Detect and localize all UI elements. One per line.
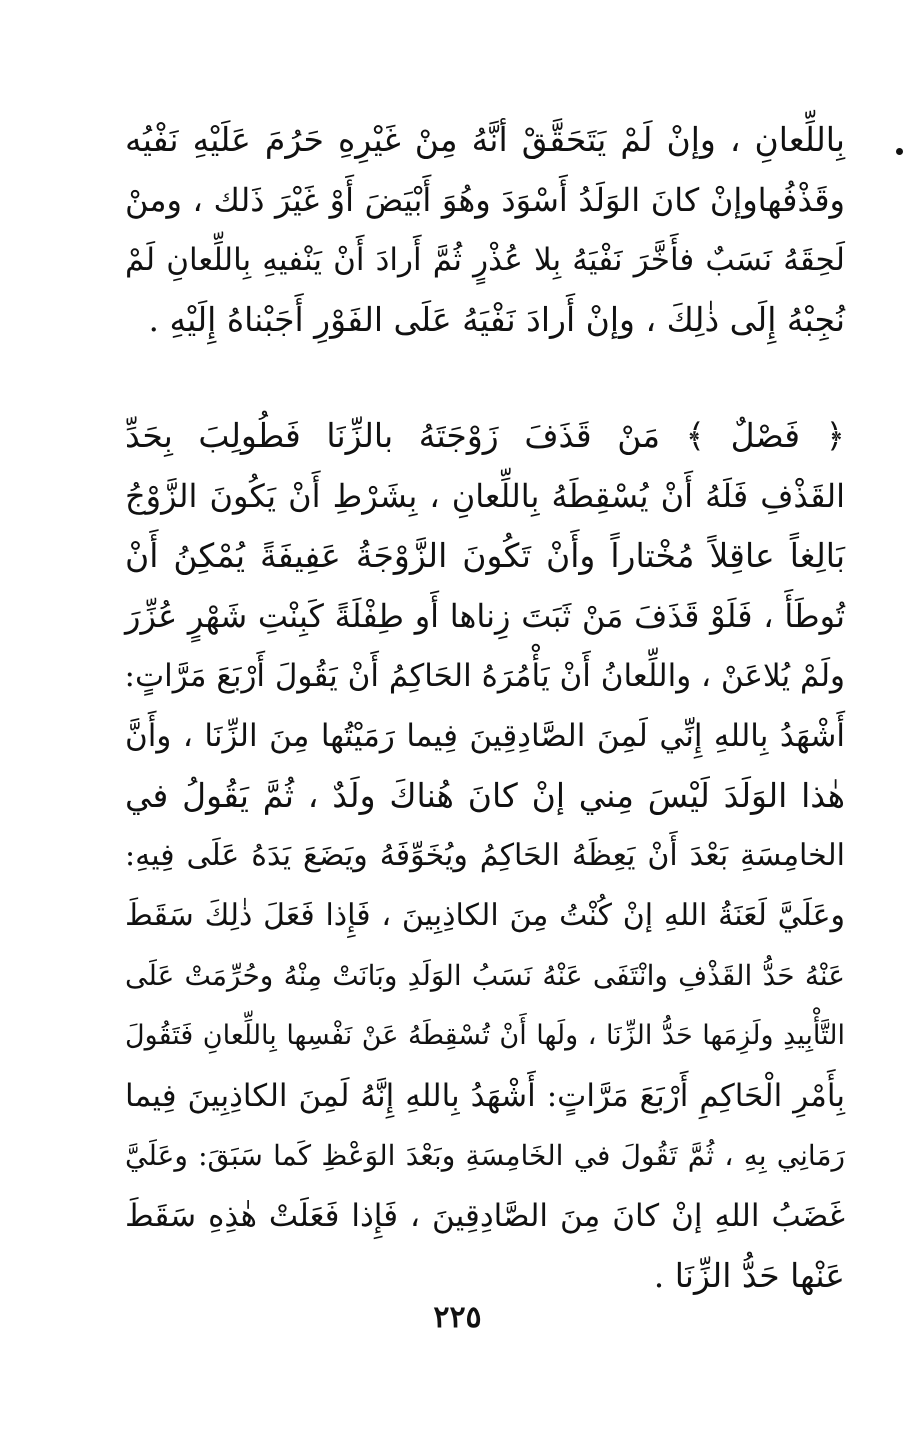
text-line: بِأَمْرِ الْحَاكِمِ أَرْبَعَ مَرَّاتٍ: أَشْهَدُ بِاللهِ إِنَّهُ لَمِنَ الكاذِبِينَ فِيما [125, 1078, 845, 1114]
text-line: لَحِقَهُ نَسَبٌ فأَخَّرَ نَفْيَهُ بِلا عُذْرٍ ثُمَّ أَرادَ أَنْ يَنْفيهِ بِاللِّعانِ لَمْ [125, 242, 845, 278]
section-heading-line: ﴿ فَصْلٌ ﴾ مَنْ قَذَفَ زَوْجَتَهُ بالزِّنَا فَطُولِبَ بِحَدِّ [125, 416, 845, 455]
text-line: بَالِغاً عاقِلاً مُخْتاراً وأَنْ تَكُونَ الزَّوْجَةُ عَفِيفَةً يُمْكِنُ أَنْ [125, 536, 845, 575]
text-line: هٰذا الوَلَدَ لَيْسَ مِني إنْ كانَ هُناكَ ولَدٌ ، ثُمَّ يَقُولُ في [125, 776, 845, 815]
page-number: ٢٢٥ [433, 1300, 482, 1335]
paragraph-2-fasl [125, 406, 845, 1306]
text-line: الخامِسَةِ بَعْدَ أَنْ يَعِظَهُ الحَاكِمُ ويُخَوِّفَهُ ويَضَعَ يَدَهُ عَلَى فِيهِ: [125, 838, 845, 873]
text-line: أَشْهَدُ بِاللهِ إِنِّي لَمِنَ الصَّادِقِينَ فِيما رَمَيْتُها مِنَ الزِّنَا ، وأَنَّ [125, 718, 845, 754]
text-line: بِاللِّعانِ ، وإنْ لَمْ يَتَحَقَّقْ أنَّهُ مِنْ غَيْرِهِ حَرُمَ عَلَيْهِ نَفْيُه [125, 120, 845, 159]
text-line: عَنْهُ حَدُّ القَذْفِ وانْتَفَى عَنْهُ نَسَبُ الوَلَدِ وبَانَتْ مِنْهُ وحُرِّمَتْ عَلَى [125, 959, 845, 992]
text-line: القَذْفِ فَلَهُ أَنْ يُسْقِطَهُ بِاللِّعانِ ، بِشَرْطِ أَنْ يَكُونَ الزَّوْجُ [125, 477, 846, 515]
margin-mark [896, 148, 903, 155]
paragraph-1 [125, 110, 845, 350]
text-line: ولَمْ يُلاعَنْ ، واللِّعانُ أَنْ يَأْمُرَهُ الحَاكِمُ أَنْ يَقُولَ أَرْبَعَ مَرَّاتٍ: [124, 658, 845, 694]
text-line: وعَلَيَّ لَعَنَةُ اللهِ إنْ كُنْتُ مِنَ الكاذِبِينَ ، فَإِذا فَعَلَ ذٰلِكَ سَقَطَ [125, 898, 845, 933]
text-line: رَمَانِي بِهِ ، ثُمَّ تَقُولَ في الخَامِسَةِ وبَعْدَ الوَعْظِ كَما سَبَقَ: وعَلَيَّ [125, 1139, 845, 1172]
text-line: غَضَبُ اللهِ إنْ كانَ مِنَ الصَّادِقِينَ ، فَإِذا فَعَلَتْ هٰذِهِ سَقَطَ [125, 1198, 845, 1234]
text-line: نُجِبْهُ إِلَى ذٰلِكَ ، وإنْ أَرادَ نَفْيَهُ عَلَى الفَوْرِ أَجَبْناهُ إِلَيْهِ . [148, 300, 845, 339]
text-line: عَنْها حَدُّ الزِّنَا . [653, 1256, 845, 1295]
text-line: وقَذْفُهاوإنْ كانَ الوَلَدُ أَسْوَدَ وهُوَ أَبْيَضَ أَوْ غَيْرَ ذَلك ، ومنْ [125, 181, 845, 219]
text-line: تُوطَأَ ، فَلَوْ قَذَفَ مَنْ ثَبَتَ زِناها أَو طِفْلَةً كَبِنْتِ شَهْرٍ عُزِّرَ [125, 597, 845, 635]
text-line: التَّأْبِيدِ ولَزِمَها حَدُّ الزِّنَا ، ولَها أَنْ تُسْقِطَهُ عَنْ نَفْسِها بِاللِّعانِ فَتَقُولَ [125, 1020, 846, 1051]
